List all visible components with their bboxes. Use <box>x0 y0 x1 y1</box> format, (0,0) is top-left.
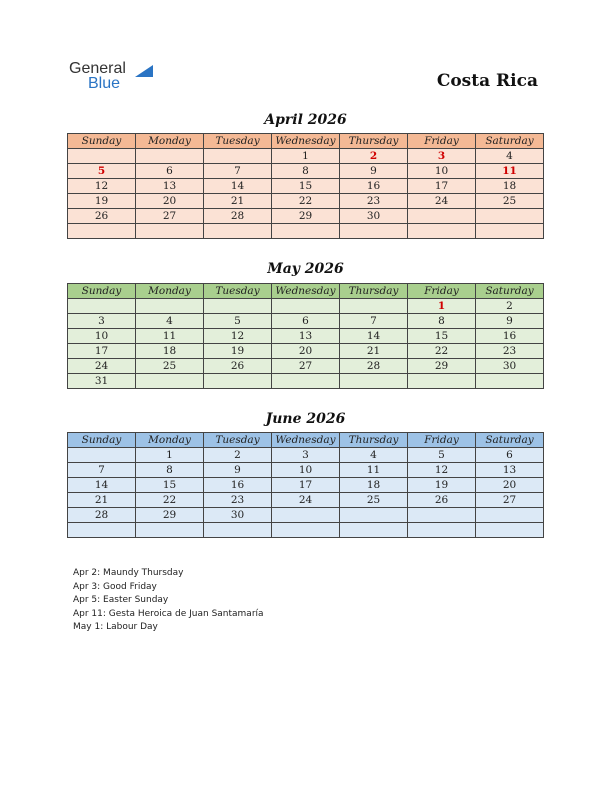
weekday-header: Thursday <box>340 284 408 299</box>
weekday-header: Monday <box>136 433 204 448</box>
day-cell: 19 <box>408 478 476 493</box>
day-cell: 12 <box>408 463 476 478</box>
day-cell: 31 <box>68 374 136 389</box>
weekday-header-row <box>68 284 544 299</box>
weekday-header: Saturday <box>476 284 544 299</box>
day-cell: 28 <box>340 359 408 374</box>
day-cell <box>408 209 476 224</box>
day-cell: 4 <box>136 314 204 329</box>
day-cell <box>68 523 136 538</box>
weekday-header: Wednesday <box>272 134 340 149</box>
day-cell: 4 <box>340 448 408 463</box>
day-cell: 11 <box>136 329 204 344</box>
day-cell <box>204 299 272 314</box>
day-cell: 17 <box>68 344 136 359</box>
weekday-header: Tuesday <box>204 433 272 448</box>
day-cell: 7 <box>340 314 408 329</box>
day-cell: 20 <box>476 478 544 493</box>
day-cell: 30 <box>204 508 272 523</box>
day-cell: 5 <box>408 448 476 463</box>
day-cell: 10 <box>272 463 340 478</box>
day-cell <box>136 374 204 389</box>
day-cell <box>340 508 408 523</box>
day-cell: 21 <box>68 493 136 508</box>
day-cell: 11 <box>340 463 408 478</box>
week-row <box>68 149 544 164</box>
holiday-notes <box>73 567 264 635</box>
day-cell: 21 <box>204 194 272 209</box>
day-cell: 18 <box>476 179 544 194</box>
day-cell: 13 <box>136 179 204 194</box>
day-cell: 2 <box>204 448 272 463</box>
day-cell: 28 <box>204 209 272 224</box>
day-cell: 2 <box>340 149 408 164</box>
weekday-header: Sunday <box>68 284 136 299</box>
day-cell: 21 <box>340 344 408 359</box>
day-cell <box>136 224 204 239</box>
day-cell: 13 <box>272 329 340 344</box>
day-cell <box>204 374 272 389</box>
day-cell: 25 <box>476 194 544 209</box>
day-cell: 13 <box>476 463 544 478</box>
day-cell <box>68 299 136 314</box>
weekday-header-row <box>68 433 544 448</box>
week-row <box>68 478 544 493</box>
weekday-header: Sunday <box>68 134 136 149</box>
day-cell: 26 <box>204 359 272 374</box>
country-title: Costa Rica <box>436 71 538 91</box>
day-cell: 24 <box>408 194 476 209</box>
week-row <box>68 463 544 478</box>
day-cell: 5 <box>68 164 136 179</box>
day-cell: 29 <box>408 359 476 374</box>
day-cell: 4 <box>476 149 544 164</box>
holiday-note: Apr 2: Maundy Thursday <box>73 568 184 578</box>
calendar-june <box>67 432 544 538</box>
day-cell <box>476 508 544 523</box>
holiday-note: Apr 3: Good Friday <box>73 581 157 592</box>
week-row <box>68 224 544 239</box>
month-title-april: April 2026 <box>264 112 347 128</box>
day-cell <box>136 523 204 538</box>
day-cell <box>272 299 340 314</box>
day-cell: 7 <box>204 164 272 179</box>
day-cell: 2 <box>476 299 544 314</box>
weekday-header: Monday <box>136 134 204 149</box>
day-cell <box>340 374 408 389</box>
weekday-header: Thursday <box>340 433 408 448</box>
day-cell <box>476 224 544 239</box>
day-cell: 12 <box>68 179 136 194</box>
weekday-header: Tuesday <box>204 134 272 149</box>
day-cell: 22 <box>272 194 340 209</box>
week-row <box>68 299 544 314</box>
weekday-header: Saturday <box>476 134 544 149</box>
day-cell: 9 <box>340 164 408 179</box>
day-cell: 20 <box>136 194 204 209</box>
week-row <box>68 508 544 523</box>
day-cell: 30 <box>476 359 544 374</box>
day-cell: 27 <box>272 359 340 374</box>
calendar-april <box>67 133 544 239</box>
weekday-header: Thursday <box>340 134 408 149</box>
day-cell: 12 <box>204 329 272 344</box>
day-cell: 22 <box>408 344 476 359</box>
day-cell <box>272 224 340 239</box>
day-cell: 15 <box>136 478 204 493</box>
day-cell: 1 <box>136 448 204 463</box>
day-cell <box>476 523 544 538</box>
weekday-header: Wednesday <box>272 433 340 448</box>
day-cell: 16 <box>204 478 272 493</box>
logo-blue-text: Blue <box>88 75 121 92</box>
day-cell: 28 <box>68 508 136 523</box>
logo-triangle-icon <box>135 65 153 77</box>
day-cell: 8 <box>408 314 476 329</box>
logo <box>69 61 126 92</box>
weekday-header: Friday <box>408 284 476 299</box>
day-cell: 19 <box>204 344 272 359</box>
day-cell: 29 <box>136 508 204 523</box>
day-cell: 16 <box>476 329 544 344</box>
day-cell: 30 <box>340 209 408 224</box>
day-cell <box>476 374 544 389</box>
day-cell: 15 <box>408 329 476 344</box>
day-cell: 23 <box>204 493 272 508</box>
day-cell: 11 <box>476 164 544 179</box>
day-cell <box>408 224 476 239</box>
day-cell: 3 <box>272 448 340 463</box>
day-cell: 14 <box>68 478 136 493</box>
month-title-may: May 2026 <box>267 261 344 277</box>
day-cell: 18 <box>136 344 204 359</box>
day-cell: 22 <box>136 493 204 508</box>
day-cell: 14 <box>204 179 272 194</box>
day-cell: 16 <box>340 179 408 194</box>
day-cell: 23 <box>340 194 408 209</box>
day-cell <box>68 149 136 164</box>
day-cell: 25 <box>136 359 204 374</box>
day-cell: 24 <box>272 493 340 508</box>
day-cell <box>204 149 272 164</box>
week-row <box>68 329 544 344</box>
day-cell <box>204 523 272 538</box>
day-cell: 10 <box>68 329 136 344</box>
day-cell: 26 <box>408 493 476 508</box>
day-cell <box>340 299 408 314</box>
day-cell: 9 <box>476 314 544 329</box>
calendar-may <box>67 283 544 389</box>
day-cell: 26 <box>68 209 136 224</box>
day-cell <box>204 224 272 239</box>
week-row <box>68 344 544 359</box>
day-cell: 15 <box>272 179 340 194</box>
month-title-june: June 2026 <box>265 411 346 427</box>
day-cell: 24 <box>68 359 136 374</box>
day-cell: 25 <box>340 493 408 508</box>
week-row <box>68 448 544 463</box>
logo-general-text: General <box>69 60 126 77</box>
day-cell <box>340 523 408 538</box>
day-cell <box>408 523 476 538</box>
holiday-note: May 1: Labour Day <box>73 622 158 633</box>
day-cell <box>408 374 476 389</box>
day-cell: 6 <box>476 448 544 463</box>
day-cell: 7 <box>68 463 136 478</box>
week-row <box>68 359 544 374</box>
day-cell <box>136 149 204 164</box>
day-cell: 19 <box>68 194 136 209</box>
week-row <box>68 194 544 209</box>
week-row <box>68 314 544 329</box>
day-cell <box>68 448 136 463</box>
weekday-header: Saturday <box>476 433 544 448</box>
holiday-note: Apr 5: Easter Sunday <box>73 595 169 606</box>
day-cell <box>340 224 408 239</box>
weekday-header-row <box>68 134 544 149</box>
day-cell: 29 <box>272 209 340 224</box>
day-cell: 17 <box>408 179 476 194</box>
day-cell: 27 <box>476 493 544 508</box>
day-cell: 3 <box>68 314 136 329</box>
day-cell: 27 <box>136 209 204 224</box>
holiday-note: Apr 11: Gesta Heroica de Juan Santamaría <box>73 608 264 619</box>
day-cell: 10 <box>408 164 476 179</box>
day-cell <box>476 209 544 224</box>
day-cell: 8 <box>136 463 204 478</box>
day-cell <box>272 508 340 523</box>
weekday-header: Wednesday <box>272 284 340 299</box>
week-row <box>68 493 544 508</box>
day-cell <box>408 508 476 523</box>
day-cell: 20 <box>272 344 340 359</box>
day-cell: 6 <box>136 164 204 179</box>
day-cell: 18 <box>340 478 408 493</box>
week-row <box>68 523 544 538</box>
weekday-header: Friday <box>408 134 476 149</box>
day-cell: 1 <box>272 149 340 164</box>
week-row <box>68 179 544 194</box>
day-cell: 3 <box>408 149 476 164</box>
weekday-header: Sunday <box>68 433 136 448</box>
weekday-header: Tuesday <box>204 284 272 299</box>
day-cell: 14 <box>340 329 408 344</box>
day-cell <box>136 299 204 314</box>
day-cell: 8 <box>272 164 340 179</box>
weekday-header: Friday <box>408 433 476 448</box>
day-cell: 5 <box>204 314 272 329</box>
week-row <box>68 164 544 179</box>
day-cell: 17 <box>272 478 340 493</box>
day-cell: 6 <box>272 314 340 329</box>
day-cell: 23 <box>476 344 544 359</box>
day-cell <box>272 374 340 389</box>
day-cell: 1 <box>408 299 476 314</box>
day-cell <box>272 523 340 538</box>
day-cell <box>68 224 136 239</box>
week-row <box>68 209 544 224</box>
weekday-header: Monday <box>136 284 204 299</box>
week-row <box>68 374 544 389</box>
day-cell: 9 <box>204 463 272 478</box>
